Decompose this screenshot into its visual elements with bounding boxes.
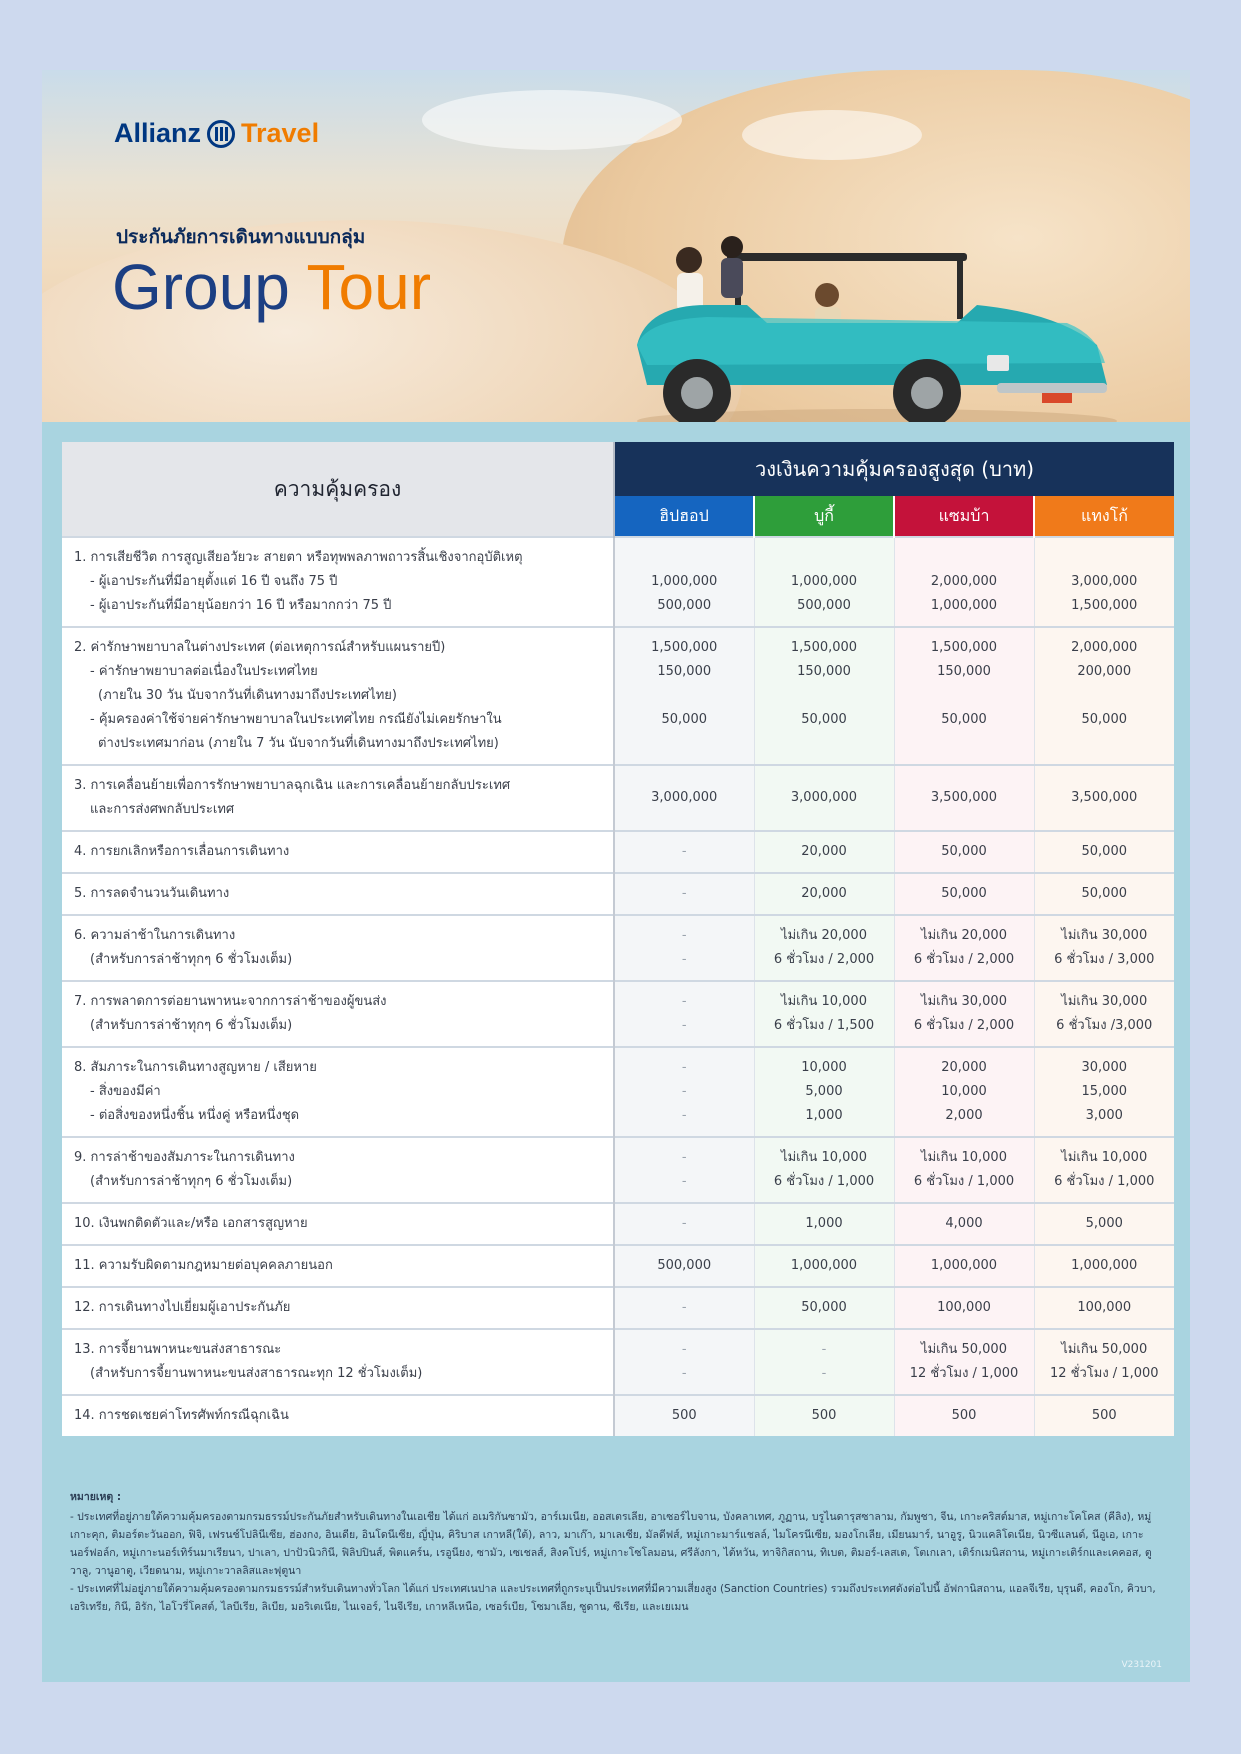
table-row <box>62 627 1174 765</box>
coverage-line: - ต่อสิ่งของหนึ่งชิ้น หนึ่งคู่ หรือหนึ่งชุด <box>90 1108 300 1123</box>
value-line: ไม่เกิน 20,000 <box>781 928 867 943</box>
brand-name: Allianz <box>114 118 202 148</box>
value-cell <box>1034 915 1174 981</box>
jeep-photo-illustration <box>627 195 1127 422</box>
coverage-cell <box>62 1329 614 1395</box>
value-line: 30,000 <box>1081 1060 1127 1075</box>
table-row <box>62 537 1174 627</box>
value-line: 15,000 <box>1081 1084 1127 1099</box>
footnotes <box>70 1488 1166 1616</box>
value-line: 1,000 <box>805 1108 843 1123</box>
coverage-line: 3. การเคลื่อนย้ายเพื่อการรักษาพยาบาลฉุกเฉิน และการเคลื่อนย้ายกลับประเทศ <box>74 778 511 793</box>
value-line: 1,500,000 <box>651 640 718 655</box>
value-cell <box>894 981 1034 1047</box>
coverage-cell <box>62 537 614 627</box>
value-cell: 20,000 <box>754 831 894 873</box>
coverage-line: 13. การจี้ยานพาหนะขนส่งสาธารณะ <box>74 1342 282 1357</box>
allianz-travel-logo <box>114 118 319 149</box>
value-cell <box>894 627 1034 765</box>
value-line: 6 ชั่วโมง / 1,000 <box>913 1174 1015 1189</box>
value-line: 150,000 <box>657 664 712 679</box>
value-cell: 1,000 <box>754 1203 894 1245</box>
value-line: - <box>681 928 687 943</box>
value-cell <box>754 915 894 981</box>
value-line: - <box>681 1366 687 1381</box>
value-cell <box>894 1137 1034 1203</box>
coverage-line: 8. สัมภาระในการเดินทางสูญหาย / เสียหาย <box>74 1060 317 1075</box>
value-line: - <box>681 1150 687 1165</box>
value-line: ไม่เกิน 10,000 <box>1061 1150 1148 1165</box>
table-row <box>62 765 1174 831</box>
cloud-shape <box>742 110 922 160</box>
value-cell <box>614 1137 754 1203</box>
value-line: - <box>681 994 687 1009</box>
value-cell <box>1034 1047 1174 1137</box>
value-line: - <box>821 1366 827 1381</box>
value-cell <box>614 627 754 765</box>
product-title <box>112 250 431 324</box>
plan-header-hiphop: ฮิปฮอป <box>614 496 754 537</box>
value-line <box>895 546 1034 570</box>
value-line: 500,000 <box>657 598 712 613</box>
value-line: 2,000 <box>945 1108 983 1123</box>
value-cell: 50,000 <box>1034 873 1174 915</box>
value-line: ไม่เกิน 10,000 <box>921 1150 1007 1165</box>
value-line: 3,000 <box>1085 1108 1123 1123</box>
version-code: V231201 <box>1121 1660 1162 1670</box>
value-line: - <box>681 1108 687 1123</box>
plan-header-boogie: บูกี้ <box>754 496 894 537</box>
value-line: - <box>821 1342 827 1357</box>
value-line: 2,000,000 <box>1071 640 1138 655</box>
value-cell: 20,000 <box>754 873 894 915</box>
value-line: 12 ชั่วโมง / 1,000 <box>1049 1366 1159 1381</box>
value-line <box>1035 546 1175 570</box>
value-cell: 500 <box>614 1395 754 1436</box>
value-cell <box>754 1047 894 1137</box>
value-cell <box>894 537 1034 627</box>
footnote-excluded-countries: - ประเทศที่ไม่อยู่ภายใต้ความคุ้มครองตามกรมธรรม์สำหรับเดินทางทั่วโลก ได้แก่ ประเทศเนปาล และประเทศที่ถูกระบุเป็นประเทศที่มีความเสี่ยงสูง (Sanction Countries) รวมถึงประเทศดังต่อไปนี้ อัฟกานิสถาน, แอลจีเรีย, บุรุนดี, คองโก, คิวบา, เอริเทรีย, กินี, อิรัก, ไอโวรี่โคสต์, ไลบีเรีย, ลิเบีย, มอริเตเนีย, ไนเจอร์, ไนจีเรีย, เกาหลีเหนือ, เซอร์เบีย, โซมาเลีย, ซูดาน, ซีเรีย, และเยเมน <box>70 1583 1156 1613</box>
value-line <box>615 546 754 570</box>
value-line: 150,000 <box>937 664 991 679</box>
coverage-line: - ผู้เอาประกันที่มีอายุตั้งแต่ 16 ปี จนถึง 75 ปี <box>90 574 338 589</box>
value-line: 2,000,000 <box>930 574 998 589</box>
value-cell <box>754 1329 894 1395</box>
value-line: 6 ชั่วโมง / 2,000 <box>913 952 1015 967</box>
coverage-cell <box>62 627 614 765</box>
value-cell: 1,000,000 <box>894 1245 1034 1287</box>
value-line <box>755 546 894 570</box>
coverage-line: - สิ่งของมีค่า <box>90 1084 161 1099</box>
value-cell: - <box>614 831 754 873</box>
value-line: 50,000 <box>1081 712 1127 727</box>
product-subtitle: ประกันภัยการเดินทางแบบกลุ่ม <box>116 226 366 248</box>
coverage-line: 2. ค่ารักษาพยาบาลในต่างประเทศ (ต่อเหตุการณ์สำหรับแผนรายปี) <box>74 640 446 655</box>
coverage-cell: 4. การยกเลิกหรือการเลื่อนการเดินทาง <box>62 831 614 873</box>
table-row <box>62 1047 1174 1137</box>
table-row <box>62 873 1174 915</box>
value-cell <box>1034 627 1174 765</box>
value-cell: 100,000 <box>894 1287 1034 1329</box>
value-line: 6 ชั่วโมง / 2,000 <box>773 952 875 967</box>
value-line: 6 ชั่วโมง / 1,000 <box>773 1174 875 1189</box>
value-line: ไม่เกิน 10,000 <box>781 994 867 1009</box>
value-line: 500,000 <box>797 598 851 613</box>
coverage-cell <box>62 915 614 981</box>
value-line: 3,000,000 <box>1071 574 1138 589</box>
value-cell: 4,000 <box>894 1203 1034 1245</box>
value-line: 50,000 <box>661 712 707 727</box>
value-line: 50,000 <box>941 712 987 727</box>
table-row <box>62 831 1174 873</box>
allianz-eagle-icon <box>207 120 235 148</box>
coverage-line: (สำหรับการจี้ยานพาหนะขนส่งสาธารณะทุก 12 ชั่วโมงเต็ม) <box>90 1366 423 1381</box>
value-cell: 3,000,000 <box>754 765 894 831</box>
value-cell: 1,000,000 <box>754 1245 894 1287</box>
coverage-line: 7. การพลาดการต่อยานพาหนะจากการล่าช้าของผู้ขนส่ง <box>74 994 387 1009</box>
value-cell: 50,000 <box>754 1287 894 1329</box>
hero-banner <box>42 70 1190 422</box>
value-line: ไม่เกิน 50,000 <box>921 1342 1007 1357</box>
coverage-line: - คุ้มครองค่าใช้จ่ายค่ารักษาพยาบาลในประเทศไทย กรณียังไม่เคยรักษาใน <box>90 712 502 727</box>
value-line <box>1035 684 1175 708</box>
value-cell: - <box>614 1203 754 1245</box>
value-cell <box>1034 1137 1174 1203</box>
value-line <box>895 684 1034 708</box>
value-line: 150,000 <box>797 664 851 679</box>
value-line <box>755 732 894 756</box>
value-line: - <box>681 1084 687 1099</box>
value-cell <box>894 1047 1034 1137</box>
value-line: 6 ชั่วโมง / 1,500 <box>773 1018 875 1033</box>
coverage-cell <box>62 1047 614 1137</box>
value-cell: 100,000 <box>1034 1287 1174 1329</box>
value-cell: 50,000 <box>894 831 1034 873</box>
coverage-line: ต่างประเทศมาก่อน (ภายใน 7 วัน นับจากวันที่เดินทางมาถึงประเทศไทย) <box>98 736 499 751</box>
value-cell <box>754 981 894 1047</box>
value-cell <box>754 1137 894 1203</box>
table-row <box>62 1203 1174 1245</box>
value-line: 1,500,000 <box>790 640 858 655</box>
value-cell: 3,500,000 <box>1034 765 1174 831</box>
title-part-1: Group <box>112 251 290 323</box>
coverage-cell <box>62 981 614 1047</box>
coverage-header: ความคุ้มครอง <box>62 442 614 537</box>
plan-header-samba: แซมบ้า <box>894 496 1034 537</box>
value-line: 6 ชั่วโมง /3,000 <box>1056 1018 1153 1033</box>
value-line: 50,000 <box>801 712 847 727</box>
value-cell <box>614 537 754 627</box>
value-line: ไม่เกิน 30,000 <box>1061 994 1148 1009</box>
value-line: ไม่เกิน 30,000 <box>1061 928 1148 943</box>
value-line: 6 ชั่วโมง / 1,000 <box>1054 1174 1155 1189</box>
table-row <box>62 1137 1174 1203</box>
value-line: ไม่เกิน 20,000 <box>921 928 1007 943</box>
value-line: ไม่เกิน 50,000 <box>1061 1342 1148 1357</box>
value-cell: - <box>614 1287 754 1329</box>
coverage-line: (สำหรับการล่าช้าทุกๆ 6 ชั่วโมงเต็ม) <box>90 952 293 967</box>
value-line: 1,000,000 <box>930 598 998 613</box>
value-line: 1,500,000 <box>930 640 998 655</box>
coverage-cell <box>62 1137 614 1203</box>
value-line: - <box>681 1342 687 1357</box>
value-cell <box>614 915 754 981</box>
value-cell: 500 <box>1034 1395 1174 1436</box>
value-line <box>895 732 1034 756</box>
cloud-shape <box>422 90 682 150</box>
coverage-cell: 14. การชดเชยค่าโทรศัพท์กรณีฉุกเฉิน <box>62 1395 614 1436</box>
value-cell <box>754 627 894 765</box>
value-line: 1,000,000 <box>790 574 858 589</box>
table-row <box>62 1287 1174 1329</box>
footnote-asia-countries: - ประเทศที่อยู่ภายใต้ความคุ้มครองตามกรมธรรม์ประกันภัยสำหรับเดินทางในเอเชีย ได้แก่ อเมริกันซามัว, อาร์เมเนีย, ออสเตรเลีย, อาเซอร์ไบจาน, บังคลาเทศ, ภูฏาน, บรูไนดารุสซาลาม, กัมพูชา, จีน, เกาะคริสต์มาส, หมู่เกาะโคโคส (คีลิง), หมู่เกาะคุก, ติมอร์ตะวันออก, ฟิจิ, เฟรนช์โปลินีเซีย, ฮ่องกง, อินเดีย, อินโดนีเซีย, ญี่ปุ่น, คิริบาส เกาหลี(ใต้), ลาว, มาเก๊า, มาเลเซีย, มัลดีฟส์, หมู่เกาะมาร์แชลล์, ไมโครนีเซีย, มองโกเลีย, เมียนมาร์, นาอูรู, นิวแคลิโดเนีย, นิวซีแลนด์, นีอูเอ, เกาะนอร์ฟอล์ก, หมู่เกาะนอร์เทิร์นมาเรียนา, ปาเลา, ปาปัวนิวกินี, ฟิลิปปินส์, พิตแคร์น, เรอูนียง, ซามัว, เซเชลส์, สิงคโปร์, หมู่เกาะโซโลมอน, ศรีลังกา, ไต้หวัน, ทาจิกิสถาน, ทิเบต, ติมอร์-เลสเต, โตเกเลา, เติร์กเมนิสถาน, หมู่เกาะเติร์กและเคคอส, ตูวาลู, วานูอาตู, เวียดนาม, หมู่เกาะวาลลิสและฟุตูนา <box>70 1511 1152 1577</box>
value-cell: 3,000,000 <box>614 765 754 831</box>
value-cell <box>1034 981 1174 1047</box>
table-row <box>62 915 1174 981</box>
value-line: 1,000,000 <box>651 574 718 589</box>
max-coverage-header: วงเงินความคุ้มครองสูงสุด (บาท) <box>614 442 1174 496</box>
coverage-line: 9. การล่าช้าของสัมภาระในการเดินทาง <box>74 1150 295 1165</box>
plan-header-tango: แทงโก้ <box>1034 496 1174 537</box>
value-line: - <box>681 1174 687 1189</box>
value-line <box>615 684 754 708</box>
value-cell <box>614 981 754 1047</box>
value-cell: - <box>614 873 754 915</box>
value-cell <box>614 1329 754 1395</box>
value-line: 20,000 <box>941 1060 987 1075</box>
value-cell <box>894 915 1034 981</box>
value-line: 10,000 <box>941 1084 987 1099</box>
coverage-line: 1. การเสียชีวิต การสูญเสียอวัยวะ สายตา หรือทุพพลภาพถาวรสิ้นเชิงจากอุบัติเหตุ <box>74 550 523 565</box>
value-line: 6 ชั่วโมง / 3,000 <box>1054 952 1155 967</box>
value-cell <box>894 1329 1034 1395</box>
value-line <box>1035 732 1175 756</box>
value-cell: 50,000 <box>1034 831 1174 873</box>
value-cell <box>614 1047 754 1137</box>
value-line <box>755 684 894 708</box>
value-line: 12 ชั่วโมง / 1,000 <box>909 1366 1019 1381</box>
coverage-line: (ภายใน 30 วัน นับจากวันที่เดินทางมาถึงประเทศไทย) <box>98 688 397 703</box>
value-line <box>615 732 754 756</box>
value-cell <box>754 537 894 627</box>
coverage-cell: 12. การเดินทางไปเยี่ยมผู้เอาประกันภัย <box>62 1287 614 1329</box>
value-cell <box>1034 1329 1174 1395</box>
value-line: 5,000 <box>805 1084 843 1099</box>
value-cell: 500 <box>754 1395 894 1436</box>
value-line: 200,000 <box>1077 664 1132 679</box>
value-line: ไม่เกิน 10,000 <box>781 1150 867 1165</box>
table-row <box>62 1329 1174 1395</box>
coverage-cell: 10. เงินพกติดตัวและ/หรือ เอกสารสูญหาย <box>62 1203 614 1245</box>
value-cell: 500,000 <box>614 1245 754 1287</box>
value-line: - <box>681 1060 687 1075</box>
value-cell: 3,500,000 <box>894 765 1034 831</box>
value-line: 6 ชั่วโมง / 2,000 <box>913 1018 1015 1033</box>
value-line: 10,000 <box>801 1060 847 1075</box>
value-line: 1,500,000 <box>1071 598 1138 613</box>
value-cell <box>1034 537 1174 627</box>
value-line: - <box>681 1018 687 1033</box>
title-part-2: Tour <box>306 251 431 323</box>
coverage-line: 6. ความล่าช้าในการเดินทาง <box>74 928 236 943</box>
value-cell: 1,000,000 <box>1034 1245 1174 1287</box>
coverage-line: (สำหรับการล่าช้าทุกๆ 6 ชั่วโมงเต็ม) <box>90 1174 293 1189</box>
coverage-line: และการส่งศพกลับประเทศ <box>90 802 235 817</box>
coverage-table <box>62 442 1174 1436</box>
footnotes-title: หมายเหตุ : <box>70 1491 122 1503</box>
coverage-line: - ค่ารักษาพยาบาลต่อเนื่องในประเทศไทย <box>90 664 318 679</box>
coverage-cell: 11. ความรับผิดตามกฎหมายต่อบุคคลภายนอก <box>62 1245 614 1287</box>
value-cell: 5,000 <box>1034 1203 1174 1245</box>
brochure-sheet <box>42 70 1190 1682</box>
coverage-cell: 5. การลดจำนวนวันเดินทาง <box>62 873 614 915</box>
table-row <box>62 1395 1174 1436</box>
coverage-line: - ผู้เอาประกันที่มีอายุน้อยกว่า 16 ปี หรือมากกว่า 75 ปี <box>90 598 392 613</box>
coverage-cell <box>62 765 614 831</box>
value-cell: 500 <box>894 1395 1034 1436</box>
value-cell: 50,000 <box>894 873 1034 915</box>
value-line: ไม่เกิน 30,000 <box>921 994 1007 1009</box>
coverage-line: (สำหรับการล่าช้าทุกๆ 6 ชั่วโมงเต็ม) <box>90 1018 293 1033</box>
table-row <box>62 1245 1174 1287</box>
table-row <box>62 981 1174 1047</box>
brand-suffix: Travel <box>241 118 320 148</box>
value-line: - <box>681 952 687 967</box>
